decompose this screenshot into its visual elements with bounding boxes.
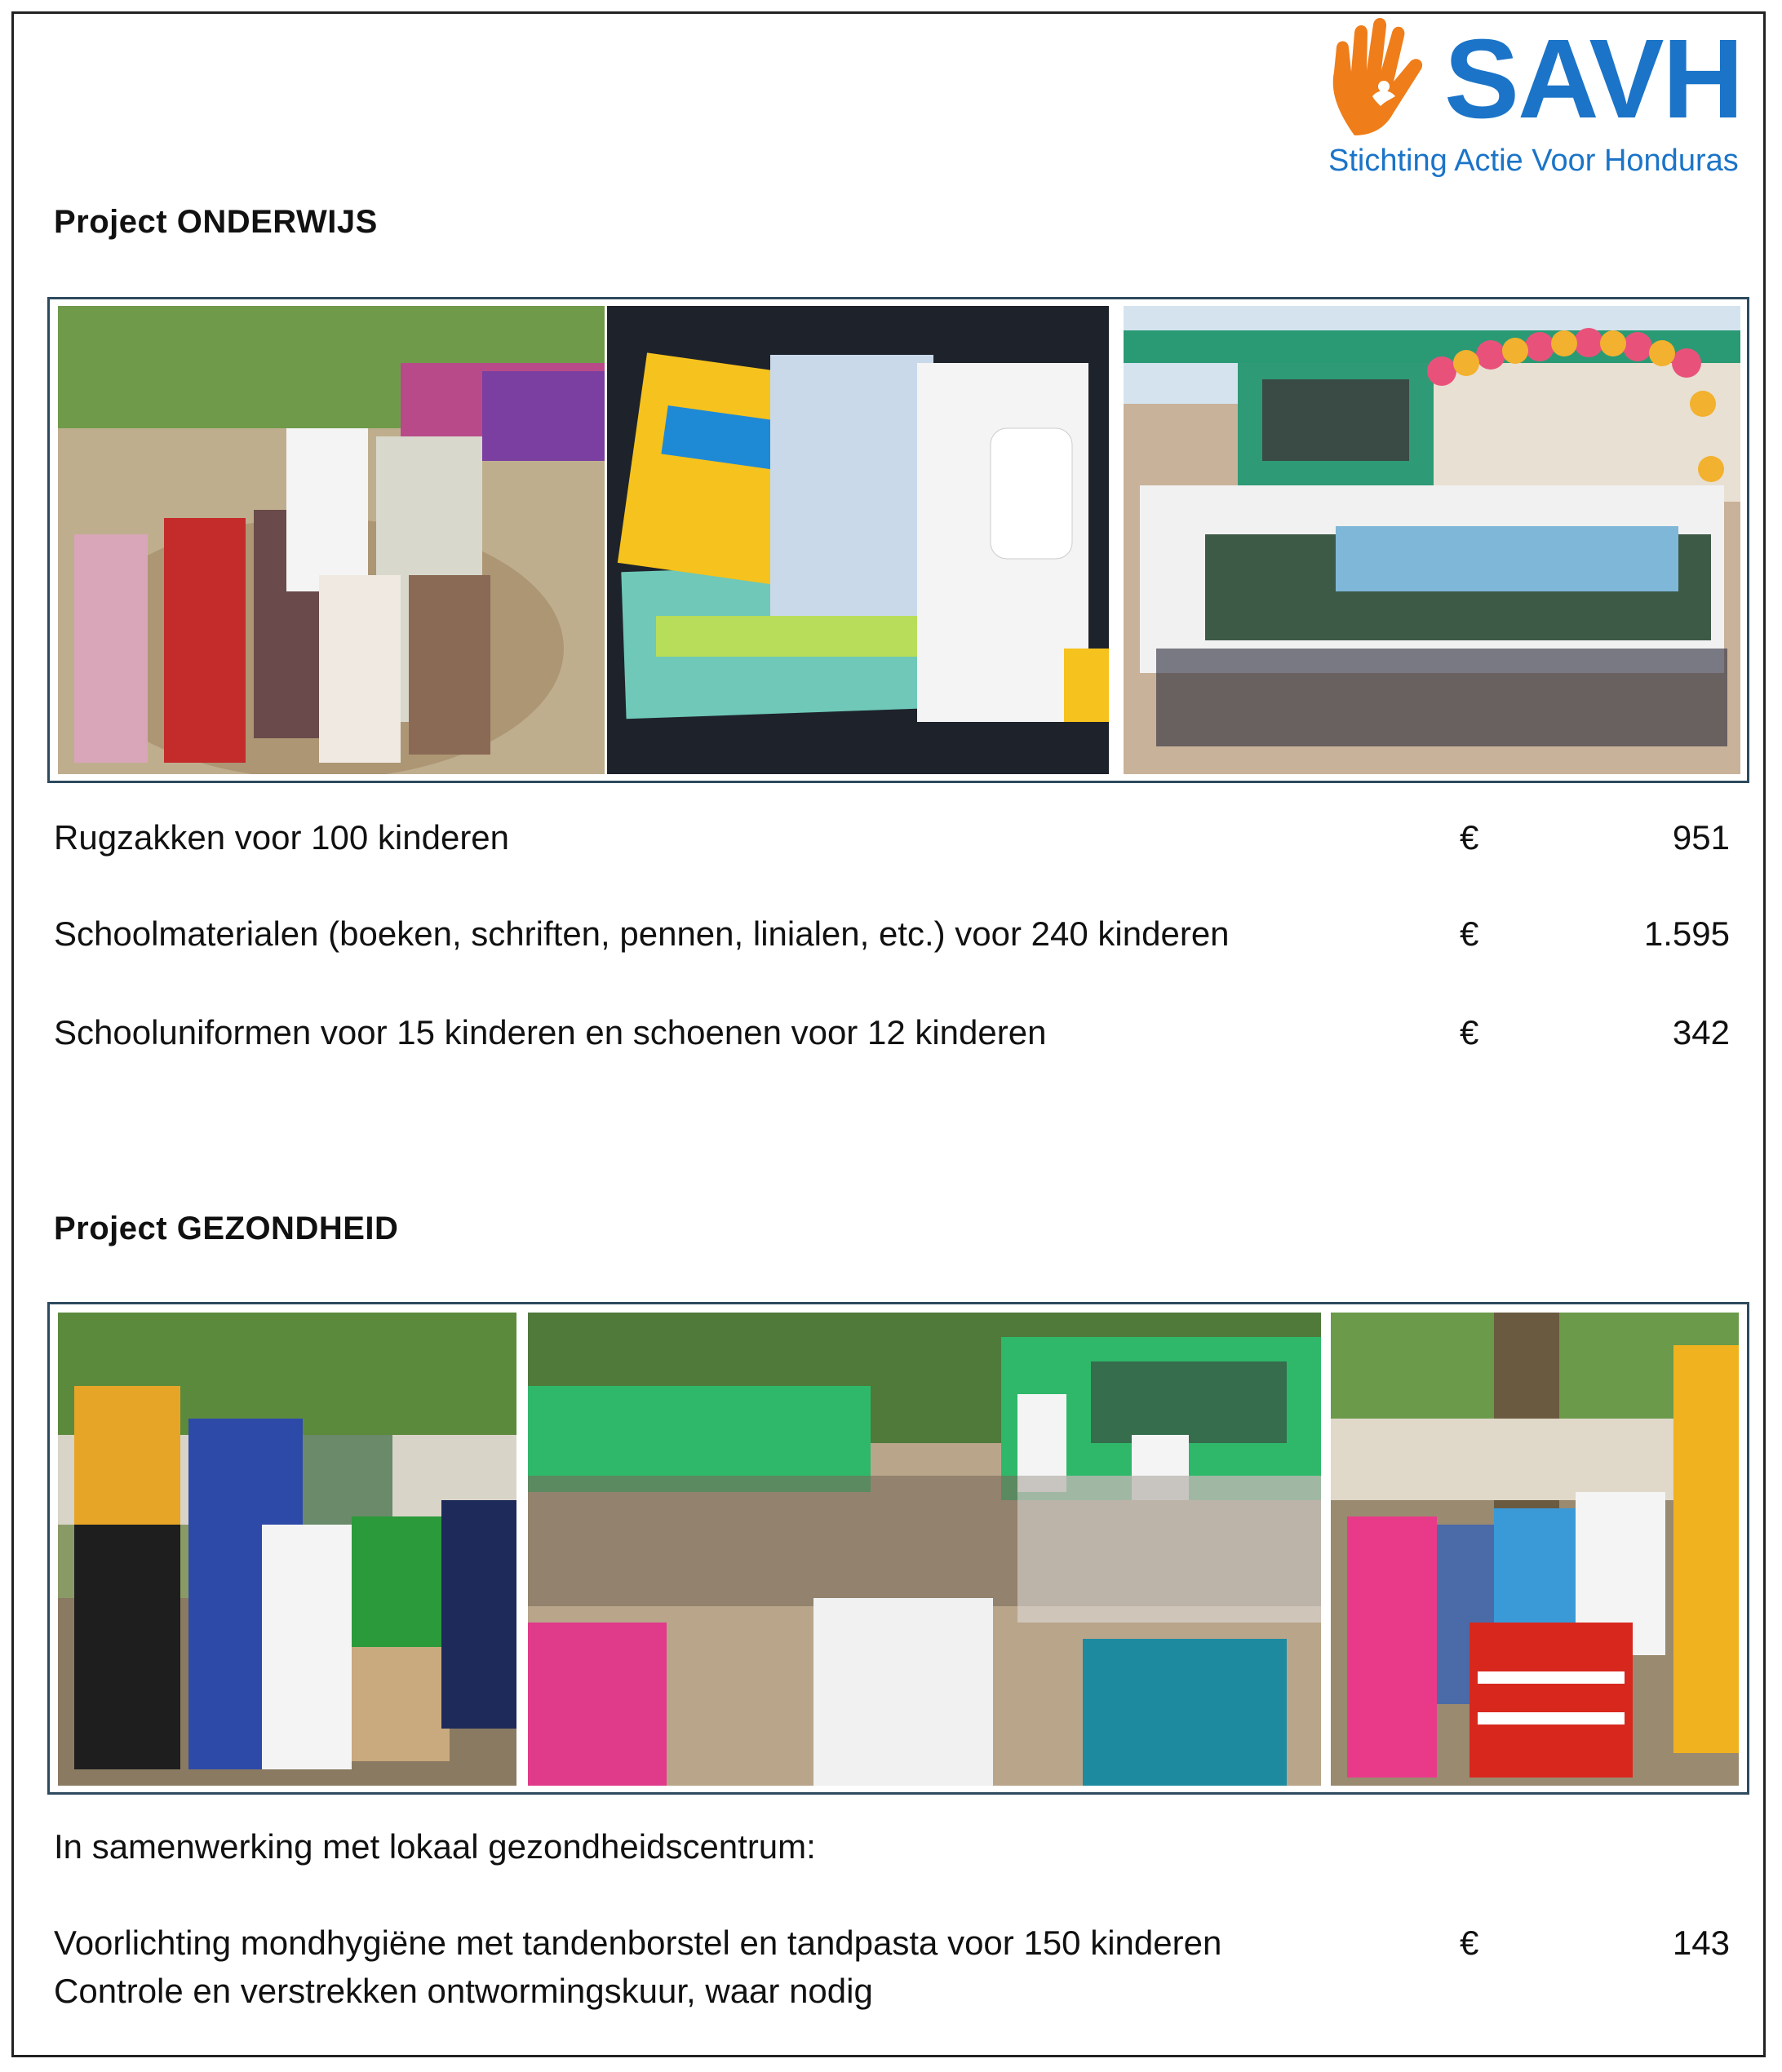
cost-amount: 1.595 [1643,914,1730,953]
cost-amount: 143 [1672,1924,1730,1962]
cost-amount: 342 [1672,1013,1730,1051]
currency-symbol: € [1460,1013,1479,1051]
cost-description: Schoolmaterialen (boeken, schriften, pennen, linialen, etc.) voor 240 kinderen [54,914,1230,953]
savh-logo [1322,15,1746,186]
photo-school-supplies [607,306,1109,774]
cost-description: Rugzakken voor 100 kinderen [54,818,510,857]
cost-amount: 951 [1672,818,1730,857]
logo-tagline: Stichting Actie Voor Honduras [1328,144,1739,178]
gezondheid-note: Controle en verstrekken ontwormingskuur, waar nodig [54,1972,873,2010]
photo-toothpaste-distribution [1331,1313,1739,1786]
currency-symbol: € [1460,818,1479,857]
gezondheid-intro: In samenwerking met lokaal gezondheidscentrum: [54,1827,816,1866]
photo-outdoor-meeting [528,1313,1321,1786]
section-title-gezondheid: Project GEZONDHEID [54,1211,399,1246]
photo-strip-onderwijs [47,297,1749,783]
cost-row [54,818,1730,867]
photo-staff-children [58,1313,516,1786]
cost-description: Schooluniformen voor 15 kinderen en schoenen voor 12 kinderen [54,1013,1047,1051]
hand-logo-icon [1322,15,1444,137]
section-title-onderwijs: Project ONDERWIJS [54,204,378,240]
cost-row [54,1013,1730,1062]
cost-row [54,1924,1730,1972]
photo-family-group [58,306,605,774]
cost-row [54,914,1730,963]
cost-description: Voorlichting mondhygiëne met tandenborstel en tandpasta voor 150 kinderen [54,1924,1222,1962]
photo-strip-gezondheid [47,1302,1749,1795]
photo-children-backpacks [1124,306,1740,774]
currency-symbol: € [1460,1924,1479,1962]
logo-wordmark: SAVH [1444,16,1743,142]
currency-symbol: € [1460,914,1479,953]
